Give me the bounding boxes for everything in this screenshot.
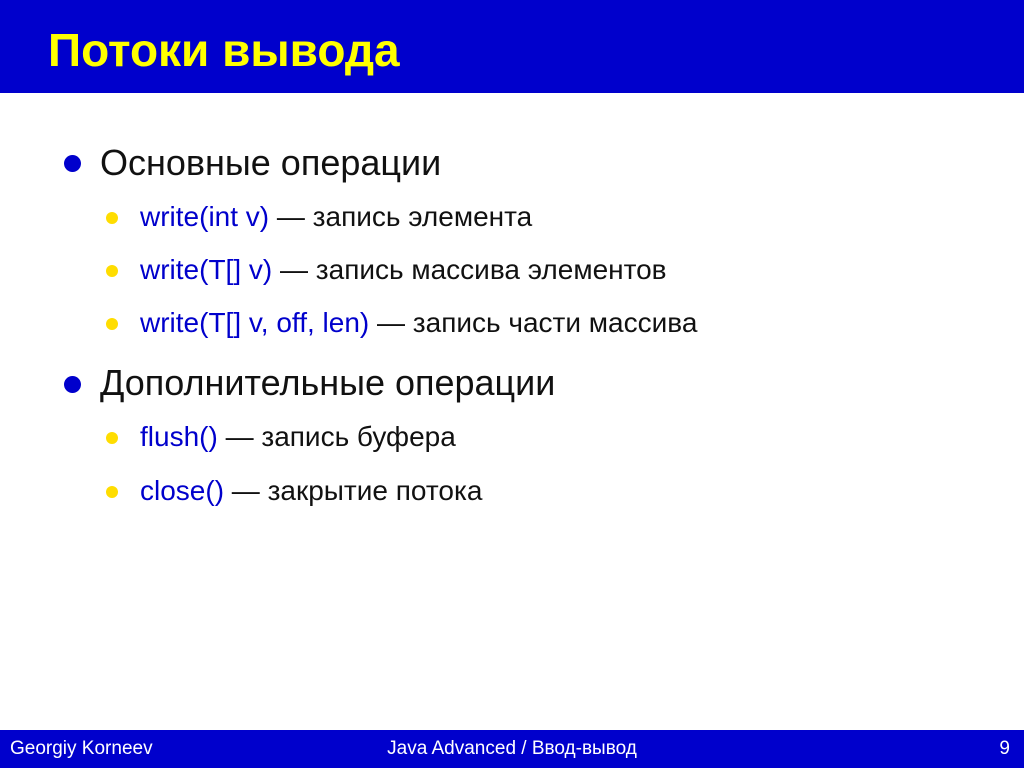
section-heading-additional: Дополнительные операции xyxy=(100,362,556,403)
method-description: — закрытие потока xyxy=(224,475,483,506)
section-heading-basic: Основные операции xyxy=(100,142,442,183)
slide-title: Потоки вывода xyxy=(48,24,400,76)
footer-course: Java Advanced / Ввод-вывод xyxy=(387,738,637,759)
method-name: write(T[] v) xyxy=(140,254,273,285)
bullet-icon xyxy=(106,318,118,330)
bullet-icon xyxy=(64,155,81,172)
method-name: flush() xyxy=(140,421,218,452)
bullet-icon xyxy=(106,432,118,444)
list-item xyxy=(140,252,667,288)
slide-footer xyxy=(0,730,1024,768)
method-name: write(int v) xyxy=(140,201,270,232)
method-description: — запись части массива xyxy=(369,307,698,338)
method-description: — запись массива элементов xyxy=(272,254,667,285)
bullet-icon xyxy=(106,486,118,498)
list-item xyxy=(140,199,532,235)
method-name: write(T[] v, off, len) xyxy=(140,307,370,338)
method-name: close() xyxy=(140,475,225,506)
bullet-icon xyxy=(64,376,81,393)
method-description: — запись элемента xyxy=(269,201,533,232)
method-description: — запись буфера xyxy=(217,421,456,452)
footer-page-number: 9 xyxy=(999,738,1010,759)
bullet-icon xyxy=(106,212,118,224)
list-item xyxy=(140,473,482,509)
bullet-icon xyxy=(106,265,118,277)
footer-author: Georgiy Korneev xyxy=(10,738,153,759)
list-item xyxy=(140,419,456,455)
list-item xyxy=(140,305,697,341)
